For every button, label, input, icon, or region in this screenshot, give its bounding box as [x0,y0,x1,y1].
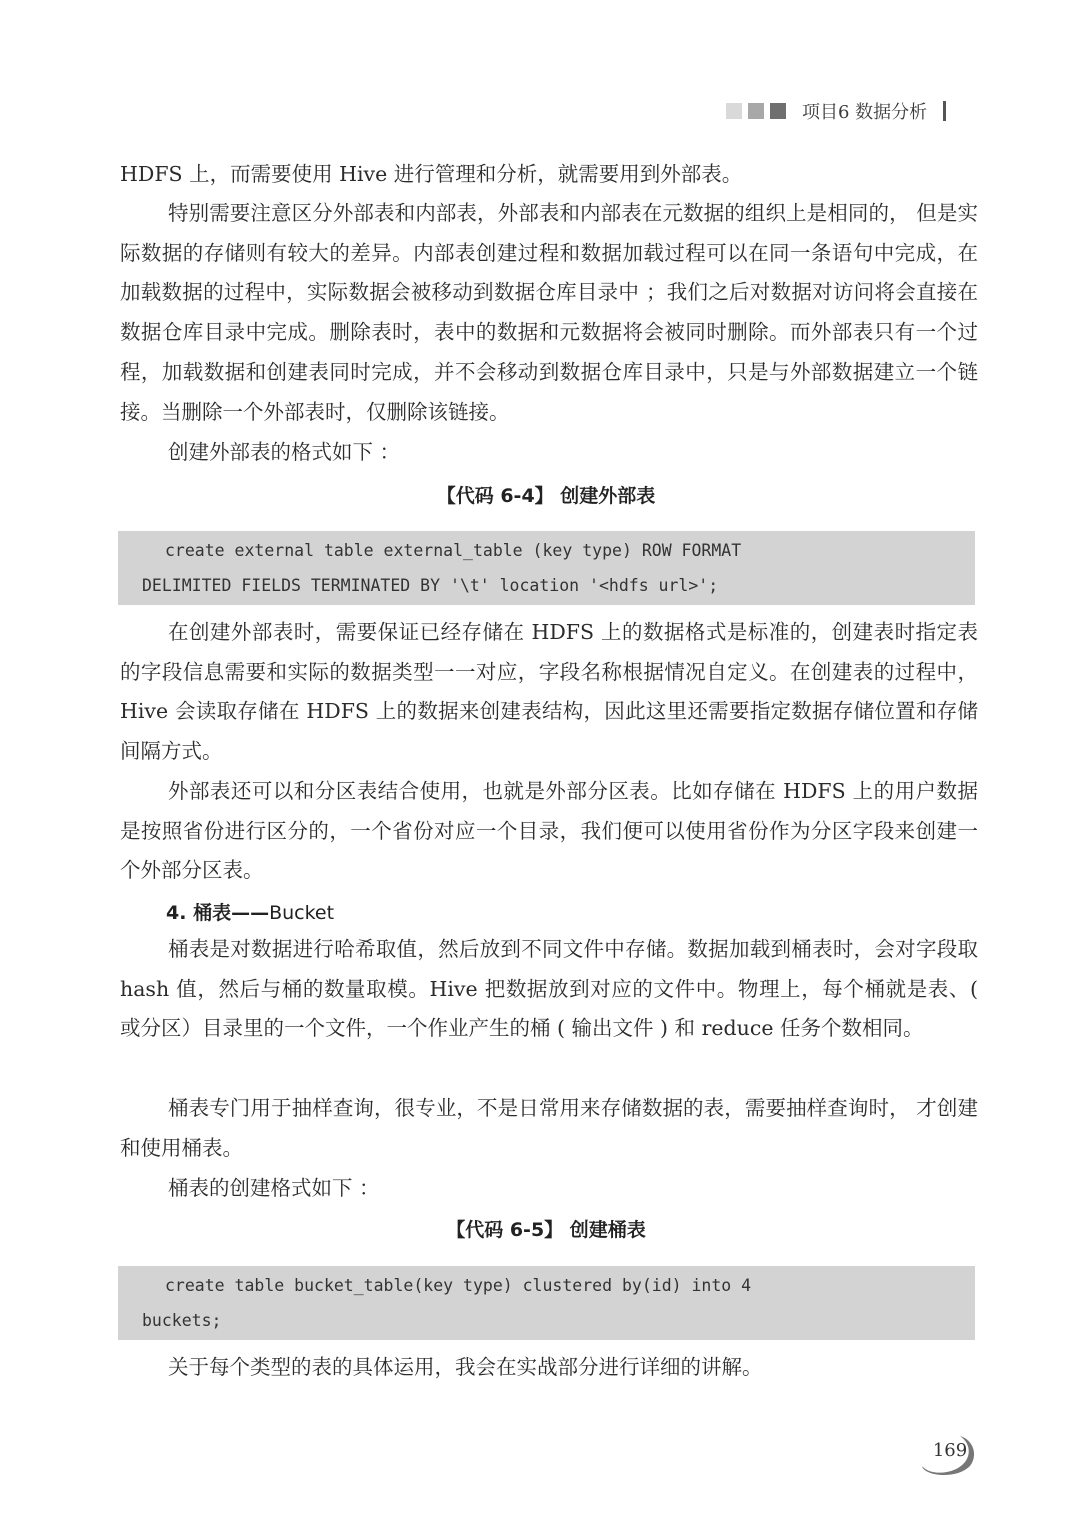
paragraph-5: 外部表还可以和分区表结合使用，也就是外部分区表。比如存储在 HDFS 上的用户数据是按照省份进行区分的，一个省份对应一个目录，我们便可以使用省份作为分区字段来创建一个外部分区表。 [120,779,978,883]
header-square-mid [748,103,764,119]
section-title: 桶表—— [193,902,270,924]
page-number-badge [916,1430,980,1480]
header-divider [943,101,946,121]
code-block-6-4 [118,531,975,605]
paragraph-3: 创建外部表的格式如下 ： [168,440,401,464]
paragraph-8: 桶表的创建格式如下 ： [168,1176,380,1200]
code-caption-6-4: 【代码 6-4】 创建外部表 [436,485,656,507]
section-heading [166,898,334,925]
code-line: buckets; [142,1310,222,1330]
code-line: DELIMITED FIELDS TERMINATED BY '\t' location '<hdfs url>'; [142,575,719,595]
code-block-6-5 [118,1266,975,1340]
running-header [726,98,946,124]
section-title-en: Bucket [269,902,335,924]
header-square-dark [770,103,786,119]
paragraph-1: HDFS 上，而需要使用 Hive 进行管理和分析，就需要用到外部表。 [120,162,743,186]
code-line: create table bucket_table(key type) clustered by(id) into 4 [165,1276,752,1295]
paragraph-7: 桶表专门用于抽样查询，很专业，不是日常用来存储数据的表，需要抽样查询时， 才创建和使用桶表。 [120,1096,978,1160]
header-square-light [726,103,742,119]
page-number: 169 [932,1440,968,1461]
code-line: create external table external_table (key type) ROW FORMAT [165,541,742,560]
paragraph-9: 关于每个类型的表的具体运用，我会在实战部分进行详细的讲解。 [168,1355,763,1379]
paragraph-4: 在创建外部表时，需要保证已经存储在 HDFS 上的数据格式是标准的，创建表时指定表的字段信息需要和实际的数据类型一一对应，字段名称根据情况自定义。在创建表的过程中，Hive 会读取存储在 HDFS 上的数据来创建表结构，因此这里还需要指定数据存储位置和存储间隔方式。 [120,620,978,764]
chapter-title: 项目6 数据分析 [802,102,928,123]
paragraph-6: 桶表是对数据进行哈希取值，然后放到不同文件中存储。数据加载到桶表时，会对字段取 hash 值，然后与桶的数量取模。Hive 把数据放到对应的文件中。物理上，每个桶就是表、( 或分区）目录里的一个文件，一个作业产生的桶 ( 输出文件 ) 和 reduce 任务个数相同。 [120,937,978,1041]
section-number: 4. [166,902,194,924]
code-caption-6-5: 【代码 6-5】 创建桶表 [446,1219,646,1241]
paragraph-2: 特别需要注意区分外部表和内部表，外部表和内部表在元数据的组织上是相同的， 但是实际数据的存储则有较大的差异。内部表创建过程和数据加载过程可以在同一条语句中完成，在加载数据的过程中，实际数据会被移动到数据仓库目录中 ；我们之后对数据对访问将会直接在数据仓库目录中完成。删除表时，表中的数据和元数据将会被同时删除。而外部表只有一个过程，加载数据和创建表同时完成，并不会移动到数据仓库目录中，只是与外部数据建立一个链接。当删除一个外部表时，仅删除该链接。 [120,201,978,424]
